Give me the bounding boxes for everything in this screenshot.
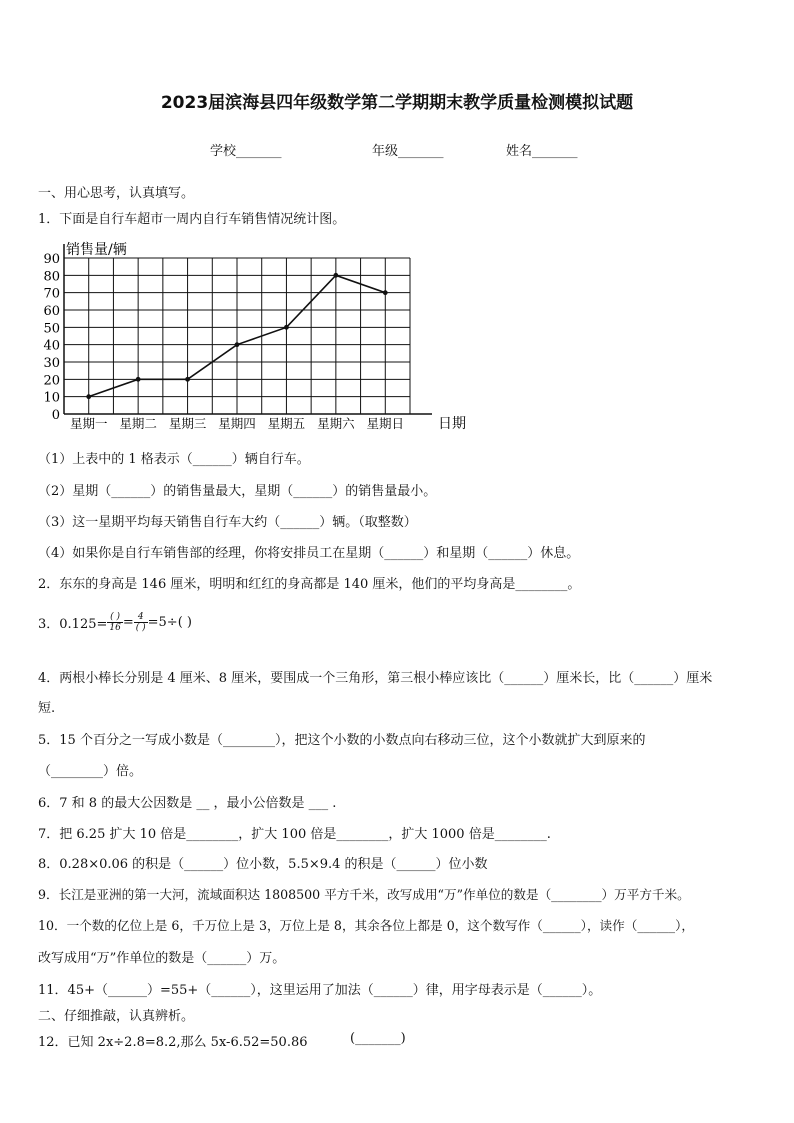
y-tick-label: 70	[43, 286, 60, 302]
y-tick-label: 40	[43, 338, 60, 354]
x-tick-label: 星期四	[218, 416, 256, 431]
x-tick-label: 星期一	[69, 416, 108, 431]
question-9: 9．长江是亚洲的第一大河，流域面积达 1808500 平方千米，改写成用“万”作单位的数是（________）万平方千米。	[38, 887, 690, 902]
x-tick-label: 星期三	[168, 416, 207, 431]
question-1-2: （2）星期（______）的销售量最大，星期（______）的销售量最小。	[38, 484, 437, 499]
question-12-blank: (_______)	[350, 1031, 406, 1046]
question-3	[38, 612, 192, 633]
question-5-line-1: 5．15 个百分之一写成小数是（________），把这个小数的小数点向右移动三位，这个小数就扩大到原来的	[38, 733, 646, 748]
y-tick-label: 60	[43, 304, 60, 319]
chart-axes	[64, 244, 432, 414]
y-tick-labels	[43, 252, 60, 423]
line-chart	[36, 238, 476, 434]
y-tick-label: 0	[51, 408, 60, 423]
data-point	[86, 394, 91, 399]
y-axis-label: 销售量/辆	[66, 242, 127, 258]
x-tick-label: 星期二	[119, 416, 157, 431]
y-tick-label: 30	[43, 356, 60, 371]
question-12: 12．已知 2x÷2.8=8.2,那么 5x-6.52=50.86	[38, 1035, 308, 1050]
question-8: 8．0.28×0.06 的积是（______）位小数，5.5×9.4 的积是（______）位小数	[38, 857, 488, 872]
x-tick-labels	[70, 416, 404, 431]
q3-equals: =	[122, 615, 134, 630]
q3-suffix: =5÷( )	[147, 615, 192, 630]
question-2: 2．东东的身高是 146 厘米，明明和红红的身高都是 140 厘米，他们的平均身高是________。	[38, 577, 581, 592]
question-5-line-2: （________）倍。	[38, 764, 143, 779]
name-field: 姓名_______	[506, 144, 578, 159]
question-7: 7．把 6.25 扩大 10 倍是________，扩大 100 倍是________，扩大 1000 倍是________.	[38, 827, 551, 842]
fraction-2	[134, 612, 148, 633]
y-tick-label: 20	[43, 373, 60, 389]
x-tick-label: 星期五	[267, 416, 306, 431]
page-title: 2023届滨海县四年级数学第二学期期末教学质量检测模拟试题	[160, 93, 634, 113]
question-1-4: （4）如果你是自行车销售部的经理，你将安排员工在星期（______）和星期（______）休息。	[38, 546, 580, 561]
data-point	[185, 377, 190, 382]
data-point	[284, 325, 289, 330]
data-point	[235, 342, 240, 347]
question-1-1: （1）上表中的 1 格表示（______）辆自行车。	[38, 452, 310, 467]
y-tick-label: 50	[43, 321, 60, 337]
fraction-1	[107, 612, 122, 633]
data-point	[333, 273, 338, 278]
question-4-line-2: 短.	[38, 701, 56, 716]
school-field: 学校_______	[210, 144, 282, 159]
section-1-heading: 一、用心思考，认真填写。	[38, 186, 195, 201]
chart-grid	[64, 258, 410, 414]
question-1: 1．下面是自行车超市一周内自行车销售情况统计图。	[38, 212, 346, 227]
question-10-line-2: 改写成用“万”作单位的数是（______）万。	[38, 951, 286, 966]
fraction-1-denominator: 16	[109, 623, 121, 633]
fraction-2-numerator: 4	[134, 612, 148, 623]
question-4-line-1: 4．两根小棒长分别是 4 厘米、8 厘米，要围成一个三角形，第三根小棒应该比（______）厘米长，比（______）厘米	[38, 671, 713, 686]
y-tick-label: 90	[43, 252, 60, 267]
question-11: 11．45+（______）=55+（______），这里运用了加法（______）律，用字母表示是（______）。	[38, 983, 602, 998]
section-2-heading: 二、仔细推敲，认真辨析。	[38, 1009, 195, 1024]
fraction-1-numerator: ( )	[107, 612, 122, 623]
question-10-line-1: 10．一个数的亿位上是 6，千万位上是 3，万位上是 8，其余各位上都是 0，这个数写作（______），读作（______），	[38, 918, 694, 933]
y-tick-label: 80	[43, 269, 60, 285]
x-tick-label: 星期日	[366, 416, 405, 431]
x-axis-label: 日期	[438, 416, 466, 432]
data-point	[383, 290, 388, 295]
fraction-2-denominator: ( )	[135, 623, 146, 633]
grade-field: 年级_______	[372, 144, 444, 159]
y-tick-label: 10	[43, 390, 60, 406]
data-point	[136, 377, 141, 382]
q3-prefix: 3．0.125=	[38, 617, 108, 632]
question-6: 6．7 和 8 的最大公因数是 __ ，最小公倍数是 ___ .	[38, 796, 337, 811]
question-1-3: （3）这一星期平均每天销售自行车大约（______）辆。（取整数）	[38, 515, 417, 530]
x-tick-label: 星期六	[317, 416, 355, 431]
